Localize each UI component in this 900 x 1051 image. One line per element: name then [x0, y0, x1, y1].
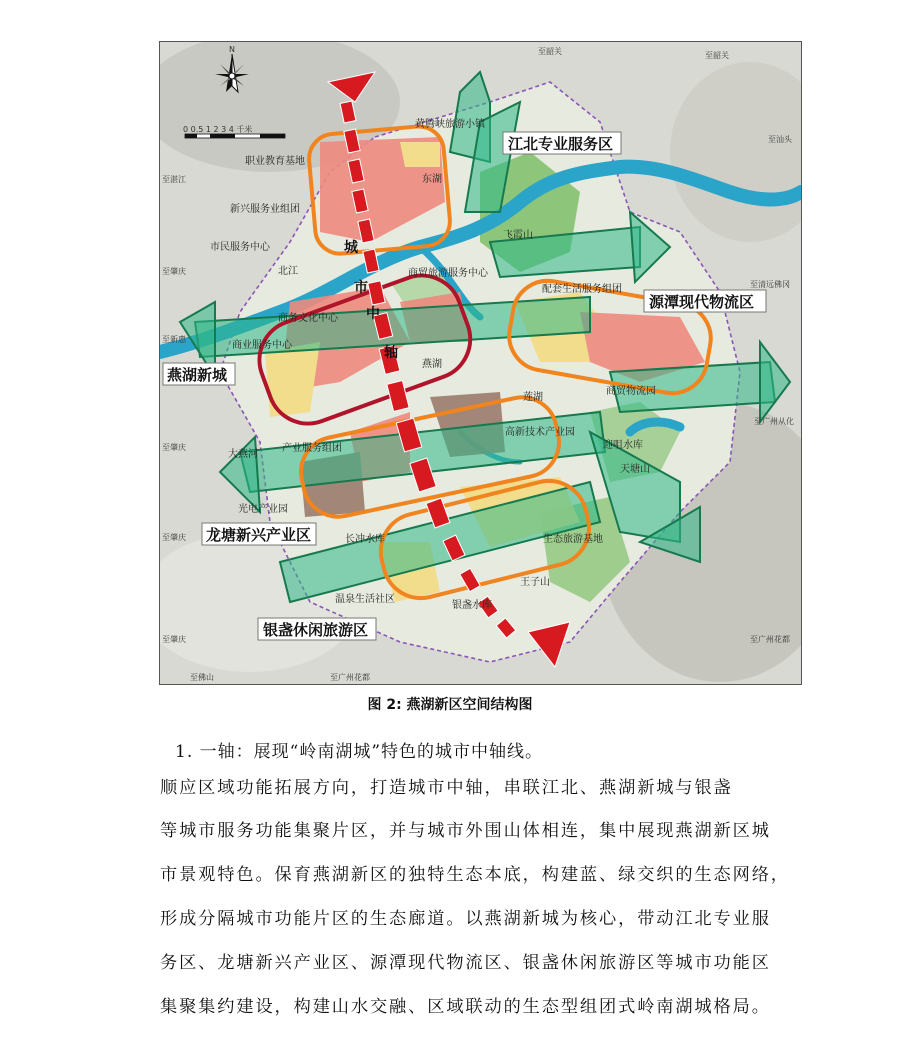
map-label: 商业服务中心	[232, 340, 292, 351]
map-label: 生态旅游基地	[543, 534, 603, 545]
map-label: 产业服务组团	[282, 443, 342, 454]
road-label: 至肇庆	[162, 267, 186, 276]
road-label: 至广州花都	[330, 673, 370, 682]
axis-char: 中	[366, 306, 380, 322]
north-label: N	[229, 45, 235, 54]
paragraph-line: 等城市服务功能集聚片区，并与城市外围山体相连，集中展现燕湖新区城	[160, 821, 771, 841]
road-label: 至广州花都	[750, 635, 790, 644]
paragraph-line: 市景观特色。保育燕湖新区的独特生态本底，构建蓝、绿交织的生态网络，	[160, 865, 790, 885]
map-label: 飞霞山	[503, 230, 533, 241]
road-label: 至湛江	[162, 175, 186, 184]
road-label: 至肇庆	[162, 443, 186, 452]
map-label: 商贸旅游服务中心	[408, 268, 488, 279]
scale-bar	[185, 134, 285, 138]
map-label: 职业教育基地	[245, 156, 305, 167]
map-label: 迎咀水库	[603, 440, 643, 451]
map-label: 莲湖	[523, 392, 543, 403]
map-label: 银盏水库	[452, 600, 492, 611]
axis-char: 轴	[384, 345, 398, 361]
road-label: 至韶关	[538, 47, 562, 56]
map-label: 温泉生活社区	[335, 594, 395, 605]
label-yinzhan: 银盏休闲旅游区	[263, 621, 369, 639]
paragraph-line: 顺应区域功能拓展方向，打造城市中轴，串联江北、燕湖新城与银盏	[160, 778, 733, 798]
map-label: 北江	[278, 266, 298, 277]
map-label: 天塘山	[620, 464, 650, 475]
road-label: 至韶关	[705, 51, 729, 60]
map-label: 光电产业园	[238, 504, 288, 515]
scale-label: 0 0.5 1 2 3 4 千米	[183, 125, 253, 134]
paragraph-line: 务区、龙塘新兴产业区、源潭现代物流区、银盏休闲旅游区等城市功能区	[160, 953, 771, 973]
map-label: 黄腾峡旅游小镇	[415, 119, 485, 130]
road-label: 至广州从化	[754, 417, 794, 426]
road-label: 至肇庆	[162, 635, 186, 644]
map-label: 燕湖	[422, 359, 442, 370]
label-yuantan: 源潭现代物流区	[649, 293, 755, 311]
road-label: 至新惠	[162, 335, 186, 344]
axis-char: 城	[344, 240, 358, 256]
section-heading: 1. 一轴：展现“岭南湖城”特色的城市中轴线。	[175, 742, 544, 762]
map-figure	[159, 41, 802, 685]
label-jiangbei: 江北专业服务区	[508, 135, 614, 153]
map-label: 王子山	[520, 577, 550, 588]
label-yanhu: 燕湖新城	[167, 366, 228, 384]
map-label: 市民服务中心	[210, 242, 270, 253]
map-label: 新兴服务业组团	[230, 204, 300, 215]
paragraph-line: 集聚集约建设，构建山水交融、区域联动的生态型组团式岭南湖城格局。	[160, 997, 771, 1017]
paragraph-line: 形成分隔城市功能片区的生态廊道。以燕湖新城为核心，带动江北专业服	[160, 909, 771, 929]
axis-char: 市	[354, 280, 368, 296]
map-label: 商贸物流园	[606, 386, 656, 397]
map-label: 配套生活服务组团	[542, 284, 622, 295]
figure-caption: 图 2: 燕湖新区空间结构图	[367, 697, 533, 713]
road-label: 至肇庆	[162, 533, 186, 542]
road-label: 至清远佛冈	[750, 280, 790, 289]
road-label: 至佛山	[190, 673, 214, 682]
map-label: 长冲水库	[345, 534, 385, 545]
map-label: 商务文化中心	[278, 313, 338, 324]
map-label: 大燕河	[228, 449, 258, 460]
map-label: 东湖	[422, 174, 442, 185]
map-label: 高新技术产业园	[505, 427, 575, 438]
road-label: 至汕头	[768, 135, 792, 144]
label-longtang: 龙塘新兴产业区	[206, 526, 312, 544]
